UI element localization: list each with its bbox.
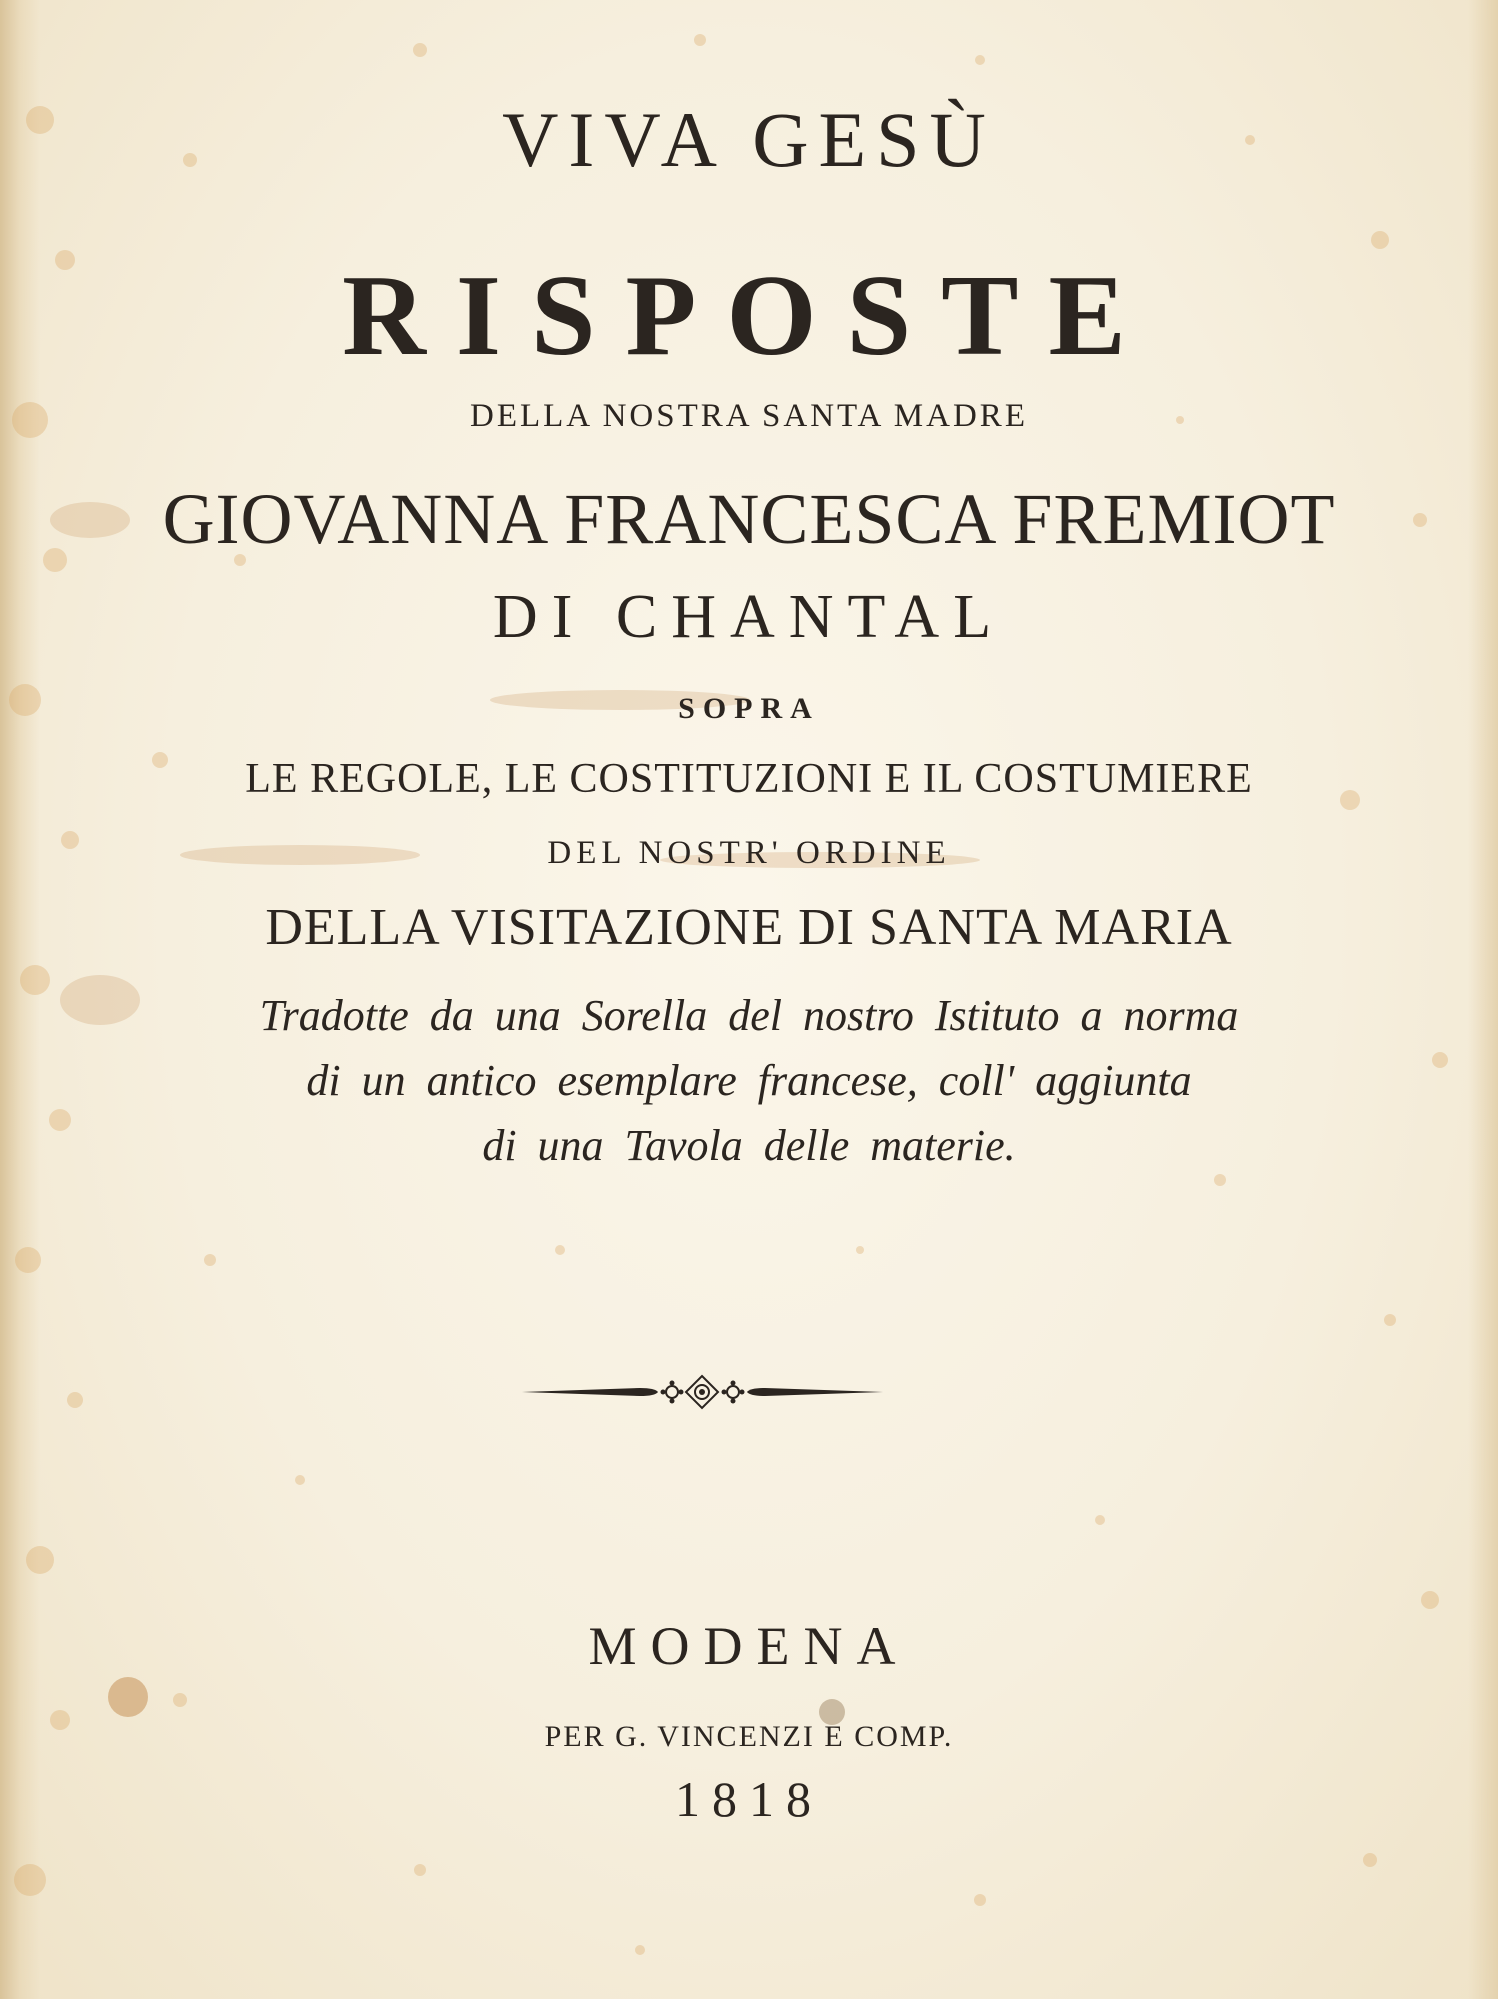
description-line-1: Tradotte da una Sorella del nostro Istituto a norma <box>259 991 1239 1040</box>
preposition-line: SOPRA <box>678 692 820 725</box>
main-title: RISPOSTE <box>342 252 1156 380</box>
imprint-printer: PER G. VINCENZI E COMP. <box>544 1720 954 1753</box>
subtitle-line: DELLA NOSTRA SANTA MADRE <box>470 398 1028 434</box>
subject-line-1: LE REGOLE, LE COSTITUZIONI E IL COSTUMIERE <box>245 756 1253 802</box>
author-surname: DI CHANTAL <box>492 583 1006 651</box>
subject-line-2: DEL NOSTR' ORDINE <box>547 835 951 871</box>
imprint-city: MODENA <box>588 1616 910 1676</box>
invocation-heading: VIVA GESÙ <box>502 96 996 183</box>
subject-line-3: DELLA VISITAZIONE DI SANTA MARIA <box>265 899 1233 956</box>
fleuron-ornament <box>520 1370 885 1415</box>
author-name: GIOVANNA FRANCESCA FREMIOT <box>162 479 1336 559</box>
description-line-3: di una Tavola delle materie. <box>482 1121 1016 1170</box>
description-line-2: di un antico esemplare francese, coll' aggiunta <box>306 1056 1192 1105</box>
imprint-year: 1818 <box>675 1771 823 1827</box>
